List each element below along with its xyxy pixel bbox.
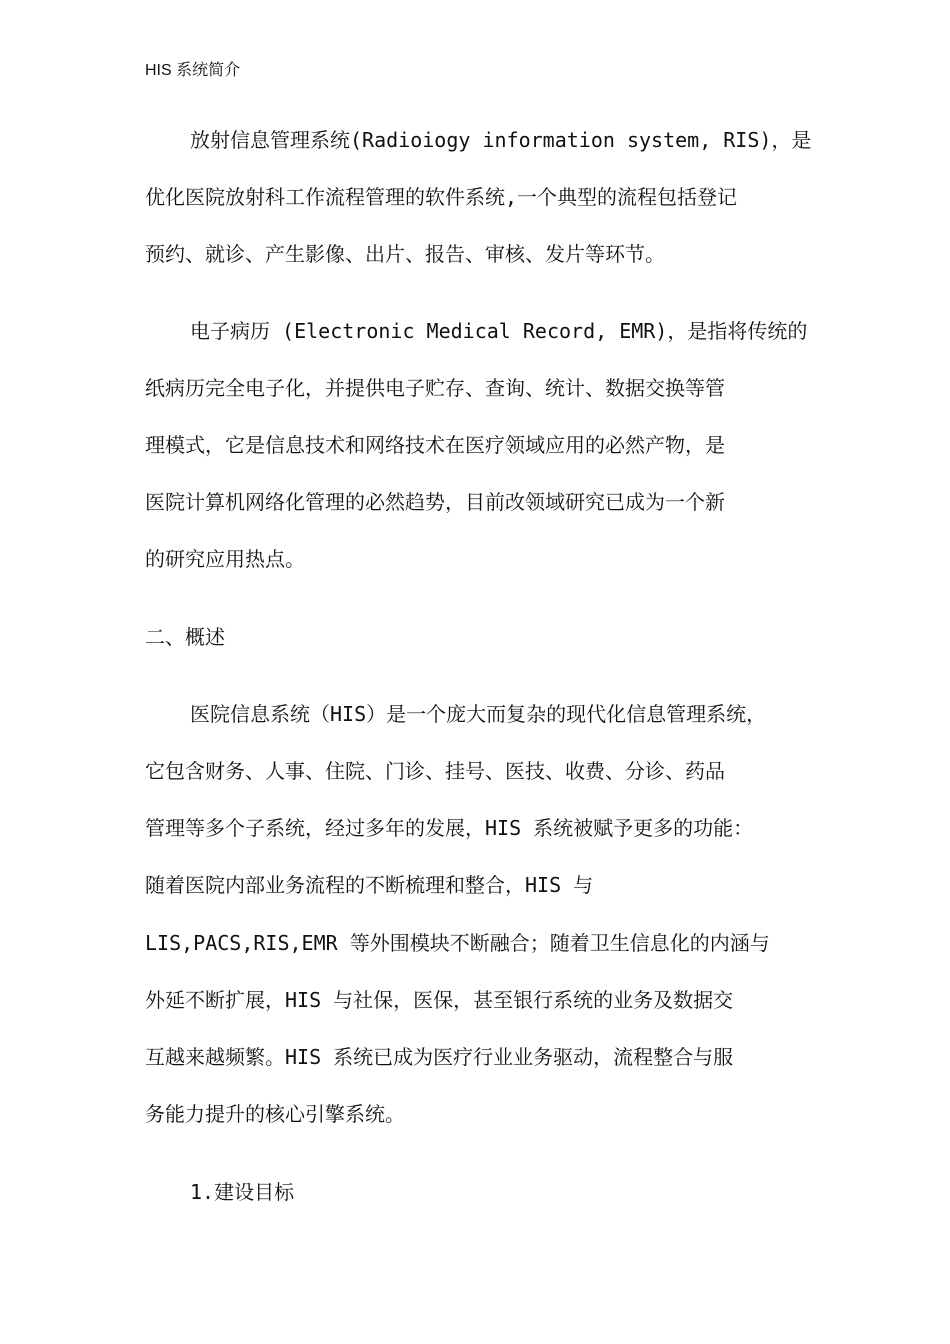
paragraph-line: 纸病历完全电子化，并提供电子贮存、查询、统计、数据交换等管 — [145, 376, 725, 400]
paragraph-line: LIS,PACS,RIS,EMR 等外围模块不断融合；随着卫生信息化的内涵与 — [145, 931, 770, 955]
paragraph-line: 的研究应用热点。 — [145, 547, 305, 571]
paragraph-line: 管理等多个子系统，经过多年的发展，HIS 系统被赋予更多的功能： — [145, 816, 754, 840]
paragraph-line: 外延不断扩展，HIS 与社保，医保，甚至银行系统的业务及数据交 — [145, 988, 734, 1012]
paragraph-line: 医院计算机网络化管理的必然趋势，目前改领域研究已成为一个新 — [145, 490, 725, 514]
paragraph-line: 电子病历 (Electronic Medical Record, EMR)，是指将传统的 — [190, 319, 808, 343]
section-heading: 二、概述 — [145, 625, 225, 649]
paragraph-line: 理模式，它是信息技术和网络技术在医疗领域应用的必然产物，是 — [145, 433, 725, 457]
paragraph-line: 务能力提升的核心引擎系统。 — [145, 1102, 405, 1126]
paragraph-line: 放射信息管理系统(Radioiogy information system, RIS)，是 — [190, 128, 812, 152]
document-header-title: HIS 系统简介 — [145, 62, 241, 79]
paragraph-line: 预约、就诊、产生影像、出片、报告、审核、发片等环节。 — [145, 242, 665, 266]
subsection-heading: 1.建设目标 — [190, 1180, 295, 1204]
paragraph-line: 它包含财务、人事、住院、门诊、挂号、医技、收费、分诊、药品 — [145, 759, 725, 783]
paragraph-line: 优化医院放射科工作流程管理的软件系统,一个典型的流程包括登记 — [145, 185, 738, 209]
paragraph-line: 医院信息系统（HIS）是一个庞大而复杂的现代化信息管理系统， — [190, 702, 767, 726]
paragraph-line: 随着医院内部业务流程的不断梳理和整合，HIS 与 — [145, 873, 594, 897]
paragraph-line: 互越来越频繁。HIS 系统已成为医疗行业业务驱动，流程整合与服 — [145, 1045, 734, 1069]
